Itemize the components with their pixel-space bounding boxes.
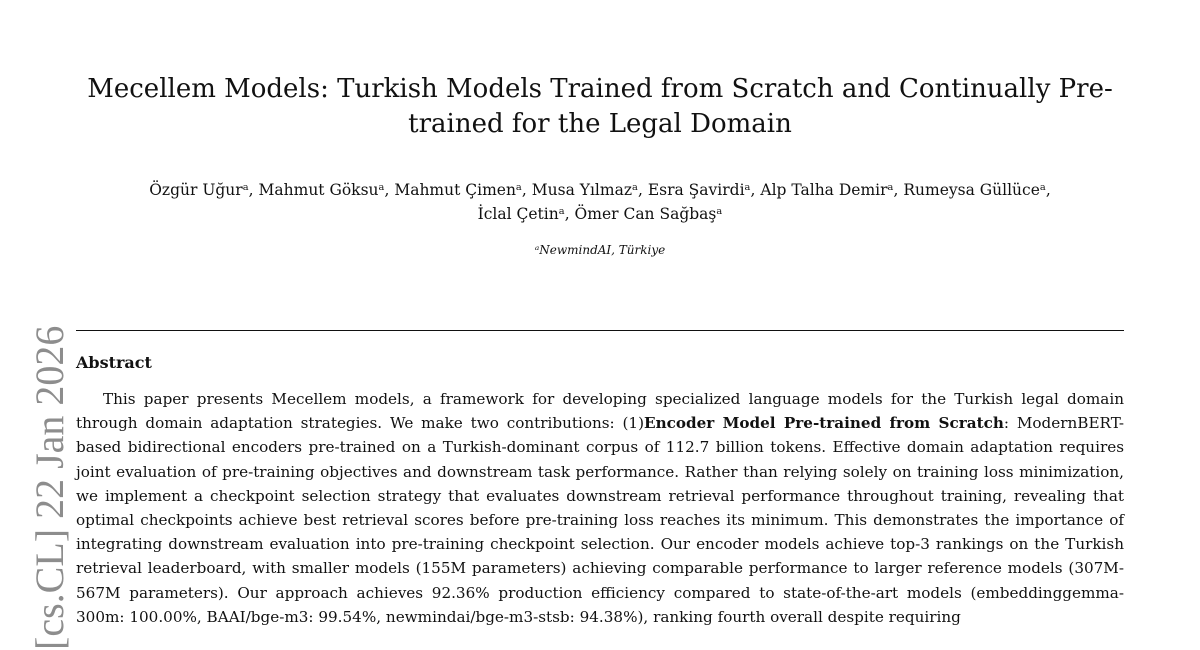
- header-divider: [76, 330, 1124, 331]
- abstract-heading: Abstract: [76, 353, 152, 372]
- authors-line-2: İclal Çetinᵃ, Ömer Can Sağbaşᵃ: [477, 205, 723, 223]
- authors-line-1: Özgür Uğurᵃ, Mahmut Göksuᵃ, Mahmut Çimenᵃ, Musa Yılmazᵃ, Esra Şavirdiᵃ, Alp Talha Demirᵃ, Rumeysa Güllüceᵃ,: [149, 181, 1051, 199]
- author-list: [60, 178, 1140, 226]
- abstract-text: [76, 387, 1124, 629]
- arxiv-stamp-text: [cs.CL] 22 Jan 2026: [27, 325, 72, 650]
- abstract-contribution-heading: Encoder Model Pre-trained from Scratch: [644, 414, 1004, 433]
- paper-title: Mecellem Models: Turkish Models Trained from Scratch and Continually Pre-trained for the Legal Domain: [87, 74, 1113, 139]
- arxiv-margin-stamp: [27, 325, 72, 650]
- abstract-text-part-1: This paper presents Mecellem models, a framework for developing specialized language models for the Turkish legal domain through domain adaptation strategies. We make two contributions: (1): [76, 390, 1124, 433]
- affiliation: ᵃNewmindAI, Türkiye: [534, 243, 666, 257]
- abstract-text-part-2: : ModernBERT-based bidirectional encoders pre-trained on a Turkish-dominant corpus of 112.7 billion tokens. Effective domain adaptation requires joint evaluation of pre-training objectives and downstream task performance. Rather than relying solely on training loss minimization, we implement a checkpoint selection strategy that evaluates downstream retrieval performance throughout training, revealing that optimal checkpoints achieve best retrieval scores before pre-training loss reaches its minimum. This demonstrates the importance of integrating downstream evaluation into pre-training checkpoint selection. Our encoder models achieve top-3 rankings on the Turkish retrieval leaderboard, with smaller models (155M parameters) achieving comparable performance to larger reference models (307M-567M parameters). Our approach achieves 92.36% production efficiency compared to state-of-the-art models (embeddinggemma-300m: 100.00%, BAAI/bge-m3: 99.54%, newmindai/bge-m3-stsb: 94.38%), ranking fourth overall despite requiring: [76, 414, 1125, 626]
